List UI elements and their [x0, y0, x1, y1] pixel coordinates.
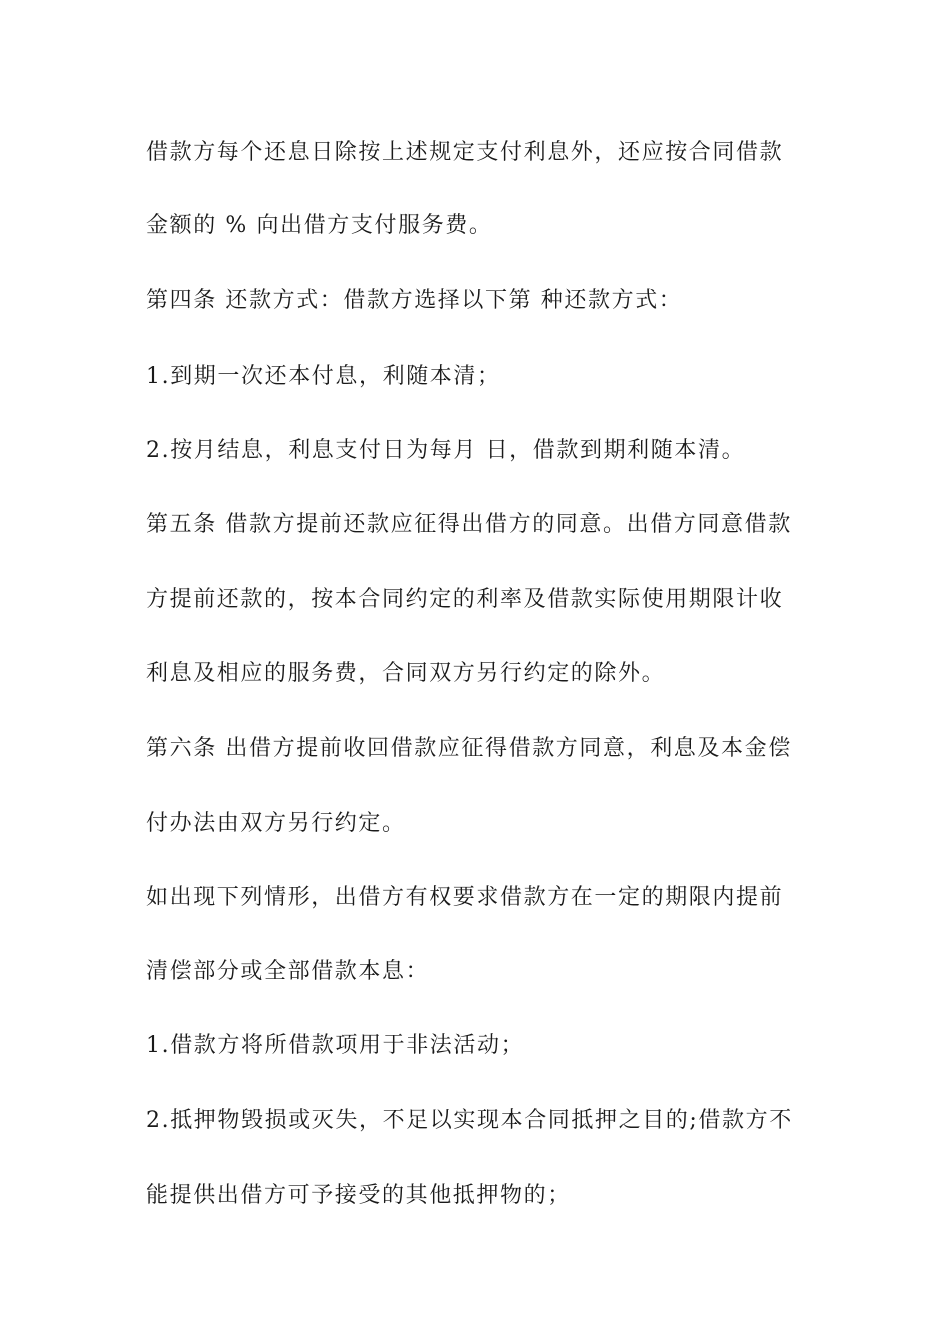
- paragraph-line: 方提前还款的，按本合同约定的利率及借款实际使用期限计收: [146, 587, 784, 612]
- paragraph-line: 如出现下列情形，出借方有权要求借款方在一定的期限内提前: [146, 885, 784, 910]
- paragraph-line: 借款方每个还息日除按上述规定支付利息外，还应按合同借款: [146, 140, 784, 165]
- list-item: 1.到期一次还本付息，利随本清；: [146, 364, 501, 389]
- list-item: 2.按月结息，利息支付日为每月 日，借款到期利随本清。: [146, 438, 746, 463]
- clause-5-line: 第五条 借款方提前还款应征得出借方的同意。出借方同意借款: [146, 512, 792, 537]
- clause-6-line: 第六条 出借方提前收回借款应征得借款方同意，利息及本金偿: [146, 736, 792, 761]
- clause-4-heading-line: 第四条 还款方式：借款方选择以下第 种还款方式：: [146, 288, 683, 313]
- paragraph-line: 能提供出借方可予接受的其他抵押物的；: [146, 1183, 571, 1208]
- paragraph-line: 清偿部分或全部借款本息：: [146, 959, 430, 984]
- list-item: 1.借款方将所借款项用于非法活动；: [146, 1033, 525, 1058]
- list-item: 2.抵押物毁损或灭失，不足以实现本合同抵押之目的;借款方不: [146, 1108, 793, 1133]
- paragraph-line: 付办法由双方另行约定。: [146, 811, 406, 836]
- paragraph-line: 金额的 % 向出借方支付服务费。: [146, 213, 493, 238]
- paragraph-line: 利息及相应的服务费，合同双方另行约定的除外。: [146, 661, 666, 686]
